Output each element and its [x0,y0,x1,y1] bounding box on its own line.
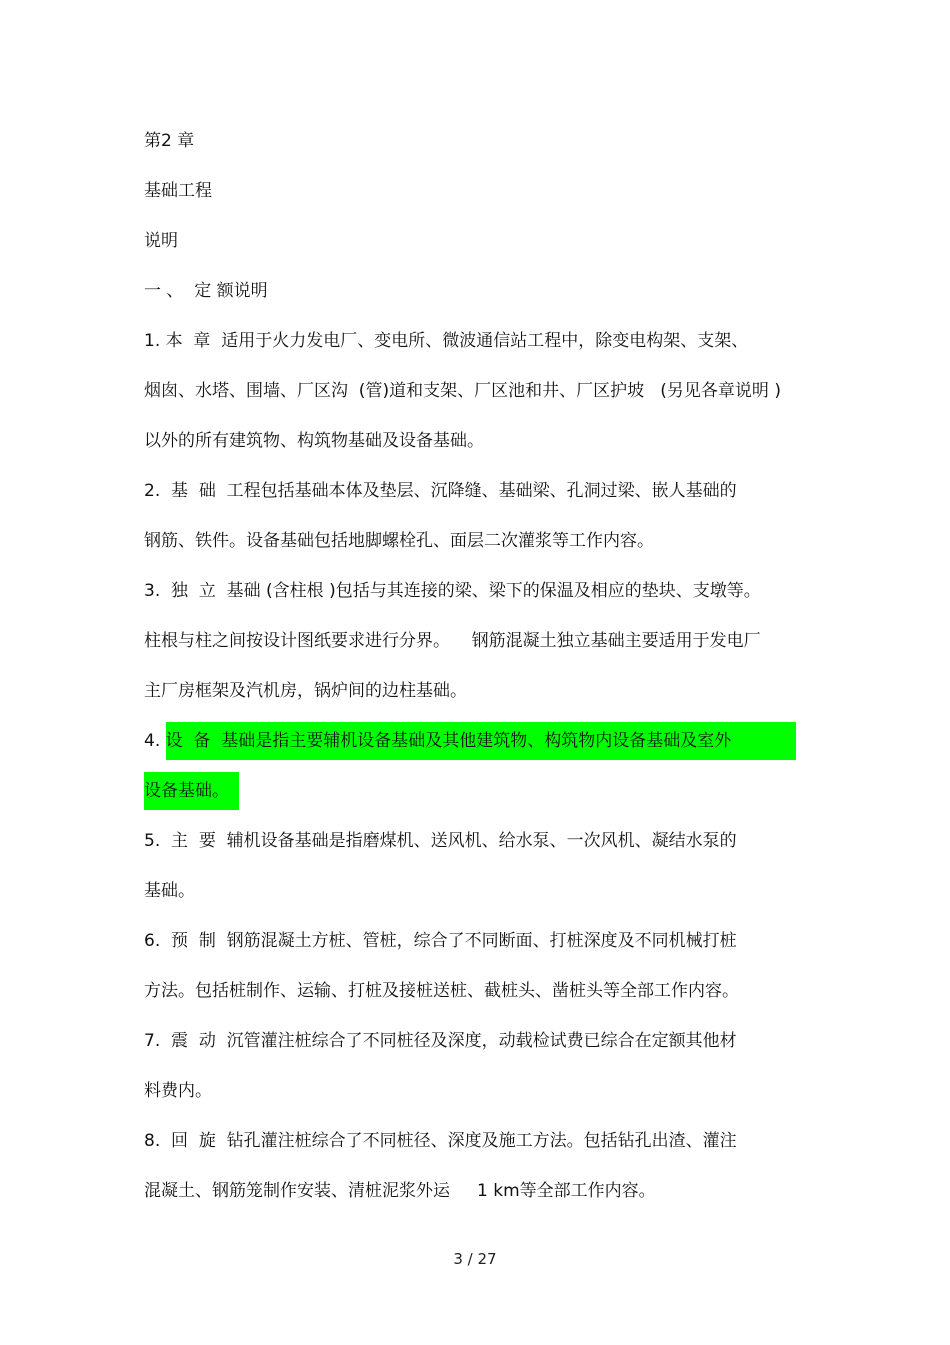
item-6-line-1: 6. 预 制 钢筋混凝土方桩、管桩，综合了不同断面、打桩深度及不同机械打桩 [144,931,737,951]
item-3-line-3: 主厂房框架及汽机房，锅炉间的边柱基础。 [144,681,467,701]
item-4-highlight-2: 设备基础。 [144,772,239,810]
item-5-line-2: 基础。 [144,881,195,901]
chapter-heading: 第2 章 [144,131,195,151]
item-8-line-1: 8. 回 旋 钻孔灌注桩综合了不同桩径、深度及施工方法。包括钻孔出渣、灌注 [144,1131,737,1151]
item-1-line-2: 烟囱、水塔、围墙、厂区沟 (管)道和支架、厂区池和井、厂区护坡 (另见各章说明 ) [144,381,781,401]
item-2-line-2: 钢筋、铁件。设备基础包括地脚螺栓孔、面层二次灌浆等工作内容。 [144,531,654,551]
item-1-line-1: 1. 本 章 适用于火力发电厂、变电所、微波通信站工程中，除变电构架、支架、 [144,331,749,351]
item-4-highlight-1: 设 备 基础是指主要辅机设备基础及其他建筑物、构筑物内设备基础及室外 [166,722,796,760]
chapter-title: 基础工程 [144,181,212,201]
item-8-line-2: 混凝土、钢筋笼制作安装、清桩泥浆外运 1 km等全部工作内容。 [144,1181,656,1201]
item-2-line-1: 2. 基 础 工程包括基础本体及垫层、沉降缝、基础梁、孔洞过梁、嵌人基础的 [144,481,737,501]
item-4-number: 4. [144,731,166,751]
item-7-line-1: 7. 震 动 沉管灌注桩综合了不同桩径及深度，动载检试费已综合在定额其他材 [144,1031,737,1051]
item-3-line-2: 柱根与柱之间按设计图纸要求进行分界。 钢筋混凝土独立基础主要适用于发电厂 [144,631,761,651]
section-heading: 说明 [144,231,178,251]
item-4-line-1 [144,729,796,760]
item-3-line-1: 3. 独 立 基础 (含柱根 )包括与其连接的梁、梁下的保温及相应的垫块、支墩等。 [144,581,761,601]
item-4-line-2 [144,779,239,810]
subsection-heading: 一 、 定 额说明 [144,281,268,301]
item-6-line-2: 方法。包括桩制作、运输、打桩及接桩送桩、截桩头、凿桩头等全部工作内容。 [144,981,739,1001]
page-number: 3 / 27 [453,1250,497,1268]
item-1-line-3: 以外的所有建筑物、构筑物基础及设备基础。 [144,431,484,451]
item-7-line-2: 料费内。 [144,1081,212,1101]
item-5-line-1: 5. 主 要 辅机设备基础是指磨煤机、送风机、给水泵、一次风机、凝结水泵的 [144,831,737,851]
